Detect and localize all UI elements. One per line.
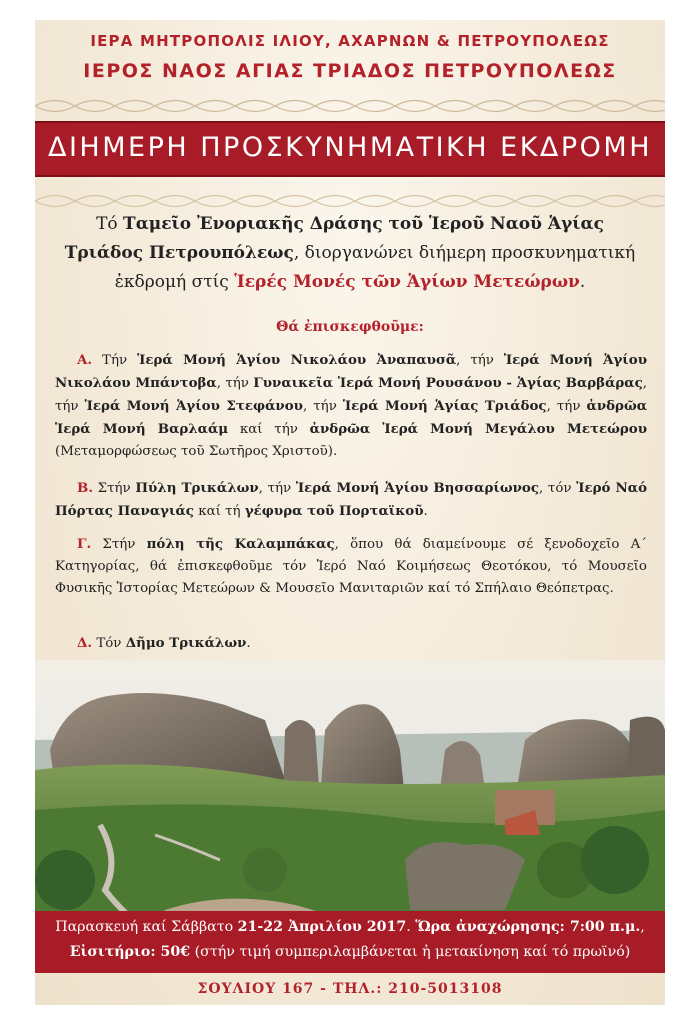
visit-heading: Θά ἐπισκεφθοῦμε:	[276, 319, 424, 335]
item-place: Ἱερά Μονή Ἁγίου Βησσαρίωνος	[295, 480, 539, 496]
price-note: (στήν τιμή συμπεριλαμβάνεται ἡ μετακίνηση καί τό πρωϊνό)	[190, 944, 631, 960]
item-place: γέφυρα τοῦ Πορταϊκοῦ	[244, 503, 424, 519]
item-text: Τήν	[92, 353, 138, 368]
item-letter: Δ.	[77, 635, 93, 651]
item-text: Στήν	[92, 481, 136, 496]
item-text: , τήν	[216, 376, 254, 391]
schedule-line	[35, 919, 665, 935]
itinerary-item-a	[55, 349, 647, 463]
item-place: Δῆμο Τρικάλων	[125, 635, 247, 651]
item-text: Στήν	[91, 537, 147, 552]
item-text: καί τήν	[228, 422, 310, 437]
item-text: , τόν	[538, 481, 577, 496]
item-place: ἀνδρῶα Ἱερά Μονή Βαρλαάμ	[55, 398, 648, 437]
item-text: Τόν	[92, 636, 126, 651]
item-text: , τήν	[456, 353, 504, 368]
poster	[35, 20, 665, 1005]
schedule-separator: .	[406, 919, 416, 935]
meteora-landscape-image	[35, 660, 665, 930]
church-title: ΙΕΡΟΣ ΝΑΟΣ ΑΓΙΑΣ ΤΡΙΑΔΟΣ ΠΕΤΡΟΥΠΟΛΕΩΣ	[83, 60, 617, 82]
item-letter: Β.	[77, 480, 93, 496]
intro-destination: Ἱερές Μονές τῶν Ἁγίων Μετεώρων	[234, 272, 580, 292]
item-text: , τήν	[302, 399, 343, 414]
item-place: ἀνδρῶα Ἱερά Μονή Μεγάλου Μετεώρου	[309, 421, 647, 437]
metropolis-title: ΙΕΡΑ ΜΗΤΡΟΠΟΛΙΣ ΙΛΙΟΥ, ΑΧΑΡΝΩΝ & ΠΕΤΡΟΥΠΟΛΕΩΣ	[90, 32, 610, 50]
banner-title: ΔΙΗΜΕΡΗ ΠΡΟΣΚΥΝΗΜΑΤΙΚΗ ΕΚΔΡΟΜΗ	[47, 132, 653, 163]
schedule-separator: ,	[640, 919, 645, 935]
item-place: Ἱερά Μονή Ἁγίου Νικολάου Ἀναπαυσᾶ	[137, 352, 457, 368]
price-line	[35, 944, 665, 960]
item-text: , τήν	[55, 376, 648, 414]
intro-text: .	[579, 272, 586, 292]
item-place: πόλη τῆς Καλαμπάκας	[146, 536, 335, 552]
intro-paragraph	[55, 210, 645, 297]
intro-text: Τό	[96, 214, 124, 234]
date-price-footer	[35, 911, 665, 973]
item-place: Γυναικεῖα Ἱερά Μονή Ρουσάνου - Ἁγίας Βαρβάρας	[253, 375, 643, 391]
departure-time: Ὥρα ἀναχώρησης: 7:00 π.μ.	[415, 919, 641, 935]
item-text: .	[423, 504, 428, 519]
itinerary-item-b	[55, 477, 647, 523]
intro-organizer: Ταμεῖο Ἐνοριακῆς Δράσης τοῦ Ἱεροῦ Ναοῦ Ἁγίας Τριάδος Πετρουπόλεως	[64, 214, 604, 263]
title-banner	[35, 121, 665, 177]
item-text: , τήν	[546, 399, 587, 414]
item-place: Ἱερά Μονή Ἁγίου Στεφάνου	[84, 398, 303, 414]
item-text: .	[246, 636, 251, 651]
item-text: (Μεταμορφώσεως τοῦ Σωτῆρος Χριστοῦ).	[55, 444, 338, 459]
ornament-top	[35, 93, 665, 119]
ticket-price: Εἰσιτήριο: 50€	[69, 944, 191, 960]
item-place: Ἱερά Μονή Ἁγίου Νικολάου Μπάντοβα	[55, 352, 647, 391]
item-letter: Γ.	[77, 536, 92, 552]
itinerary-item-d	[55, 632, 647, 655]
item-place: Ἱερά Μονή Ἁγίας Τριάδος	[342, 398, 547, 414]
item-text: , τήν	[258, 481, 296, 496]
schedule-date: 21-22 Ἀπριλίου 2017	[237, 919, 407, 935]
itinerary-item-c	[55, 533, 647, 600]
item-text: καί τή	[193, 504, 245, 519]
item-place: Πύλη Τρικάλων	[135, 480, 259, 496]
contact-address: ΣΟΥΛΙΟΥ 167 - ΤΗΛ.: 210-5013108	[197, 981, 503, 997]
item-place: Ἱερό Ναό Πόρτας Παναγιάς	[55, 480, 647, 519]
schedule-days: Παρασκευή καί Σάββατο	[55, 919, 238, 935]
item-text: , ὅπου θά διαμείνουμε σέ ξενοδοχεῖο Α΄ Κατηγορίας, θά ἐπισκεφθοῦμε τόν Ἱερό Ναό Κοιμήσεως Θεοτόκου, τό Μουσεῖο Φυσικῆς Ἱστορίας Μετεώρων & Μουσεῖο Μανιταριῶν καί τό Σπήλαιο Θεόπετρας.	[55, 537, 647, 596]
intro-text: , διοργανώνει διήμερη προσκυνηματική ἐκδρομή στίς	[114, 243, 636, 292]
item-letter: Α.	[77, 352, 93, 368]
